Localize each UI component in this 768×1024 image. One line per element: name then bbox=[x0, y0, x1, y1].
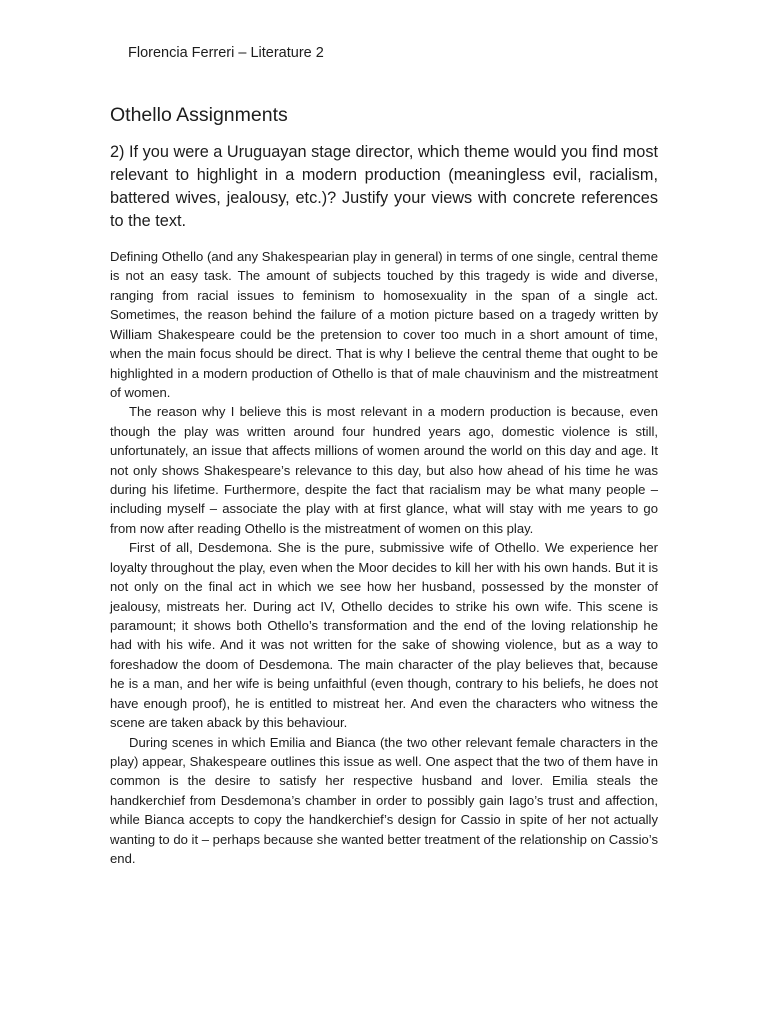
essay-paragraph-3: First of all, Desdemona. She is the pure, submissive wife of Othello. We experience her loyalty throughout the play, even when the Moor decides to kill her with his own hands. But it is not only on the final act in which we see how her husband, possessed by the monster of jealousy, mistreats her. During act IV, Othello decides to strike his own wife. This scene is paramount; it shows both Othello’s transformation and the end of the loving relationship he had with his wife. And it was not written for the sake of showing violence, but as a way to foreshadow the doom of Desdemona. The main character of the play believes that, because he is a man, and her wife is being unfaithful (even though, contrary to his beliefs, he does not have enough proof), he is entitled to mistreat her. And even the characters who witness the scene are taken aback by this behaviour. bbox=[110, 540, 658, 731]
assignment-question: 2) If you were a Uruguayan stage director, which theme would you find most relevant to highlight in a modern production (meaningless evil, racialism, battered wives, jealousy, etc.)? Justify your views with concrete references to the text. bbox=[110, 143, 658, 230]
essay-paragraph-2: The reason why I believe this is most relevant in a modern production is because, even though the play was written around four hundred years ago, domestic violence is still, unfortunately, an issue that affects millions of women around the world on this day and age. It not only shows Shakespeare’s relevance to this day, but also how ahead of his time he was during his lifetime. Furthermore, despite the fact that racialism may be what many people – including myself – associate the play with at first glance, what will stay with me years to go from now after reading Othello is the mistreatment of women on this play. bbox=[110, 404, 658, 536]
essay-paragraph-1: Defining Othello (and any Shakespearian play in general) in terms of one single, central theme is not an easy task. The amount of subjects touched by this tragedy is wide and diverse, ranging from racial issues to feminism to homosexuality in the span of a single act. Sometimes, the reason behind the failure of a motion picture based on a tragedy written by William Shakespeare could be the pretension to cover too much in a short amount of time, when the main focus should be direct. That is why I believe the central theme that ought to be highlighted in a modern production of Othello is that of male chauvinism and the mistreatment of women. bbox=[110, 249, 658, 400]
essay-paragraph-4: During scenes in which Emilia and Bianca (the two other relevant female characters in the play) appear, Shakespeare outlines this issue as well. One aspect that the two of them have in common is the desire to satisfy her respective husband and lover. Emilia steals the handkerchief from Desdemona’s chamber in order to possibly gain Iago’s trust and affection, while Bianca accepts to copy the handkerchief’s design for Cassio in spite of her not actually wanting to do it – perhaps because she wanted better treatment of the relationship on Cassio’s end. bbox=[110, 734, 658, 867]
author-line: Florencia Ferreri – Literature 2 bbox=[128, 45, 324, 61]
page-title: Othello Assignments bbox=[110, 104, 288, 126]
essay-body bbox=[110, 247, 658, 869]
